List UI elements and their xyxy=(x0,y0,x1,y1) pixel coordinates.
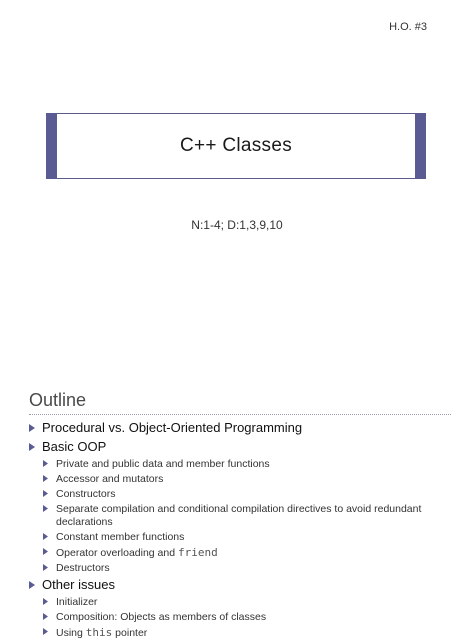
triangle-bullet-icon xyxy=(29,581,42,589)
triangle-bullet-icon xyxy=(43,548,56,555)
list-item-text: Separate compilation and conditional compilation directives to avoid redundant declarations xyxy=(56,503,422,528)
list-item-text-part: pointer xyxy=(112,627,148,639)
list-subitem xyxy=(29,611,459,624)
code-keyword: this xyxy=(85,626,113,639)
slide-title: C++ Classes xyxy=(179,135,293,156)
list-item-text: Constructors xyxy=(56,488,116,500)
outline-slide xyxy=(0,378,474,639)
list-item-text: Destructors xyxy=(56,562,110,574)
outline-heading: Outline xyxy=(29,390,87,410)
list-item-text xyxy=(56,626,459,640)
triangle-bullet-icon xyxy=(43,490,56,497)
list-subitem xyxy=(29,626,459,640)
list-item xyxy=(29,419,459,437)
code-keyword: friend xyxy=(178,546,218,559)
list-subitem xyxy=(29,473,459,486)
triangle-bullet-icon xyxy=(43,460,56,467)
triangle-bullet-icon xyxy=(43,533,56,540)
triangle-bullet-icon xyxy=(43,505,56,512)
list-item-text: Private and public data and member functions xyxy=(56,458,270,470)
list-item-text-part: Operator overloading and xyxy=(56,547,178,559)
slide-subtitle: N:1-4; D:1,3,9,10 xyxy=(191,218,283,232)
list-item-text: Procedural vs. Object-Oriented Programming xyxy=(42,420,303,435)
triangle-bullet-icon xyxy=(43,475,56,482)
list-subitem xyxy=(29,503,459,529)
list-item xyxy=(29,576,459,594)
title-accent-right xyxy=(415,113,426,179)
title-accent-left xyxy=(46,113,57,179)
list-item-text: Accessor and mutators xyxy=(56,473,164,485)
list-subitem xyxy=(29,546,459,560)
triangle-bullet-icon xyxy=(29,424,42,432)
list-subitem xyxy=(29,458,459,471)
triangle-bullet-icon xyxy=(29,443,42,451)
list-subitem xyxy=(29,596,459,609)
triangle-bullet-icon xyxy=(43,564,56,571)
list-item-text xyxy=(56,546,459,560)
list-subitem xyxy=(29,488,459,501)
list-item-text: Composition: Objects as members of classes xyxy=(56,611,267,623)
list-item-text: Constant member functions xyxy=(56,531,185,543)
list-subitem xyxy=(29,562,459,575)
list-item-text: Initializer xyxy=(56,596,98,608)
triangle-bullet-icon xyxy=(43,628,56,635)
triangle-bullet-icon xyxy=(43,598,56,605)
list-item-text: Basic OOP xyxy=(42,439,107,454)
list-subitem xyxy=(29,531,459,544)
outline-list xyxy=(29,418,459,640)
title-box xyxy=(46,113,426,179)
heading-divider xyxy=(29,414,451,415)
triangle-bullet-icon xyxy=(43,613,56,620)
handout-number: H.O. #3 xyxy=(389,21,427,33)
list-item xyxy=(29,438,459,456)
list-item-text-part: Using xyxy=(56,627,86,639)
list-item-text: Other issues xyxy=(42,577,115,592)
